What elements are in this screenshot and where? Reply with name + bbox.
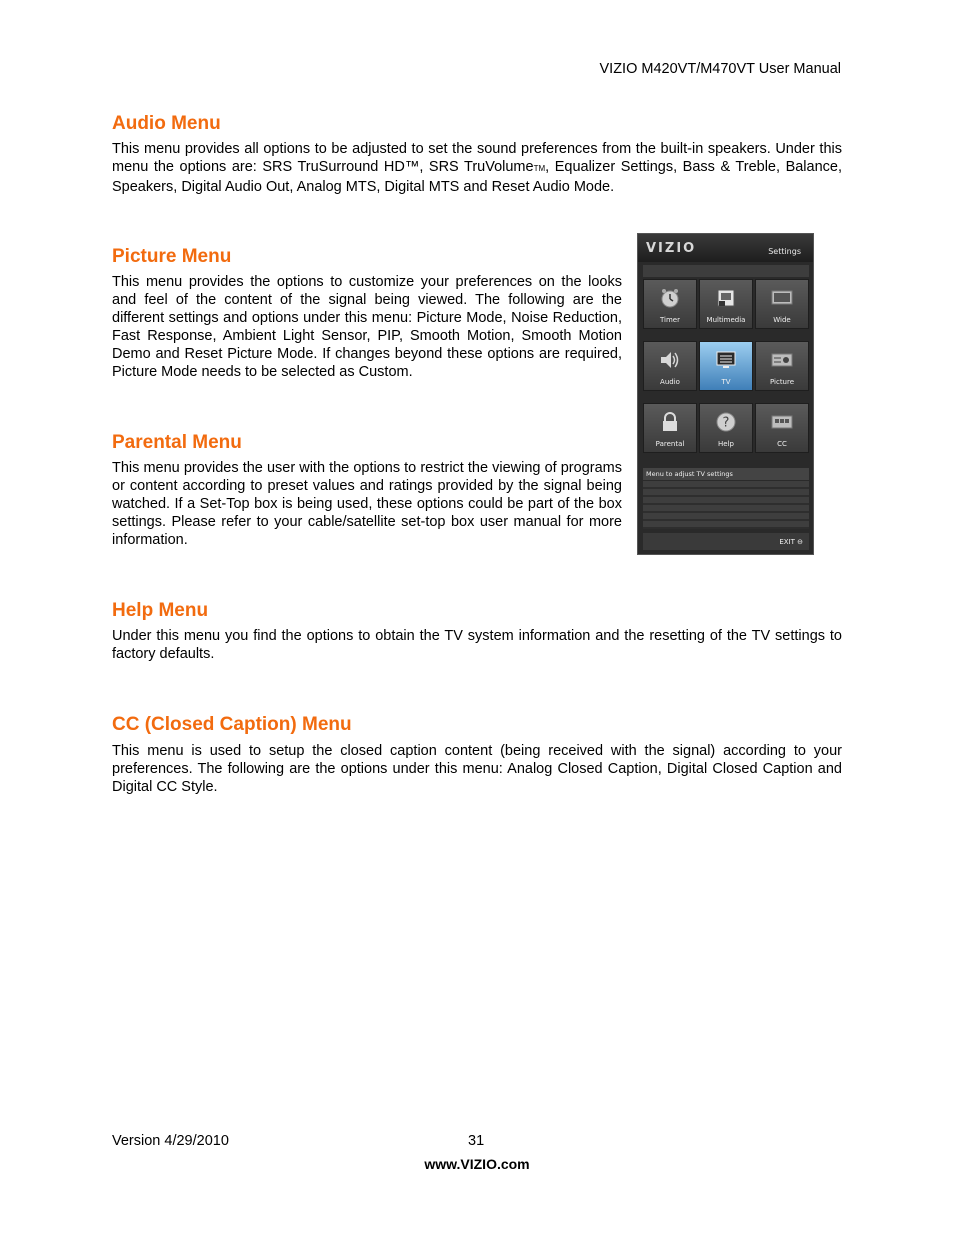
tile-timer[interactable] [643,279,697,329]
parental-menu-heading: Parental Menu [112,432,242,453]
vizio-logo: VIZIO [646,241,697,256]
tile-label: Parental [655,440,685,448]
picture-icon [770,348,794,372]
website-link[interactable]: www.VIZIO.com [424,1156,530,1172]
help-menu-description: Under this menu you find the options to obtain the TV system information and the resetting of the TV settings to factory defaults. [112,628,842,662]
cc-menu-description: This menu is used to setup the closed caption content (being received with the signal) according to your preferences. The following are the options under this menu: Analog Closed Caption, Digital Closed Caption and Digital CC Style. [112,743,842,795]
tile-label: Audio [660,378,680,386]
tile-help[interactable] [699,403,753,453]
tv-menu-empty-rows [643,481,809,529]
tv-menu-description: Menu to adjust TV settings [643,468,809,480]
tile-audio[interactable] [643,341,697,391]
multimedia-icon [714,286,738,310]
tile-label: Picture [769,378,795,386]
parental-menu-description: This menu provides the user with the options to restrict the viewing of programs or content according to preset values and ratings provided by the signal being watched. If a Set-Top box is being used, these options could be part of the box settings. Please refer to your cable/satellite set-top box user manual for more information. [112,460,622,548]
tile-cc[interactable] [755,403,809,453]
tv-menu-heading: Settings [768,247,801,256]
clock-icon [658,286,682,310]
manual-title: VIZIO M420VT/M470VT User Manual [599,61,841,77]
audio-menu-heading: Audio Menu [112,113,221,134]
tv-menu-footer [643,533,809,550]
tile-parental[interactable] [643,403,697,453]
tile-multimedia[interactable] [699,279,753,329]
tile-label: Timer [659,316,680,324]
picture-menu-heading: Picture Menu [112,246,232,267]
tv-menu-header [638,234,813,262]
tile-label: Wide [773,316,791,324]
lock-icon [658,410,682,434]
help-menu-heading: Help Menu [112,600,209,621]
tv-menu-tile-grid [643,279,809,453]
picture-menu-description: This menu provides the options to customize your preferences on the looks and feel of the content of the signal being viewed. The following are the different settings and options under this menu: Picture Mode, Noise Reduction, Fast Response, Ambient Light Sensor, PIP, Smooth Motion, Smooth Motion Demo and Reset Picture Mode. If changes beyond these options are required, Picture Mode needs to be selected as Custom. [112,274,622,380]
tile-tv[interactable] [699,341,753,391]
speaker-icon [658,348,682,372]
cc-menu-heading: CC (Closed Caption) Menu [112,714,352,735]
wide-screen-icon [770,286,794,310]
question-icon [714,410,738,434]
tile-wide[interactable] [755,279,809,329]
tile-label: Multimedia [706,316,746,324]
tile-label: CC [777,440,787,448]
exit-button[interactable]: EXIT ⊖ [779,538,803,546]
tile-label: Help [718,440,734,448]
tv-settings-menu-screenshot [637,233,814,555]
tile-label: TV [721,378,731,386]
audio-menu-description: This menu provides all options to be adjusted to set the sound preferences from the built-in speakers. Under this menu the options are: SRS TruSurround HD™, SRS TruVolumeTM, Equalizer Settings, Bass & Treble, Balance, Speakers, Digital Audio Out, Analog MTS, Digital MTS and Reset Audio Mode. [112,141,842,195]
closed-caption-icon [770,410,794,434]
svg-text:?: ? [722,415,730,431]
page-number: 31 [468,1133,485,1149]
tv-menu-top-bar [643,265,809,277]
exit-icon: ⊖ [797,538,803,546]
tile-picture[interactable] [755,341,809,391]
version-text: Version 4/29/2010 [112,1133,229,1149]
tv-icon [714,348,738,372]
